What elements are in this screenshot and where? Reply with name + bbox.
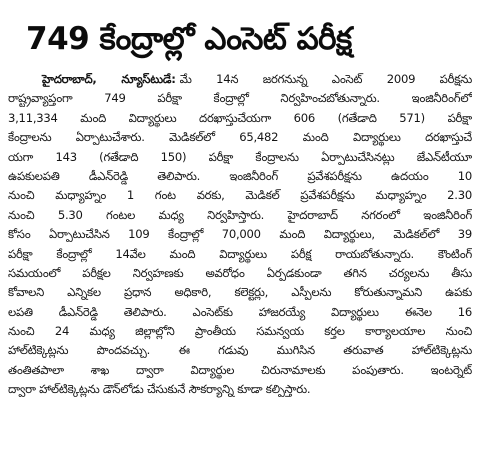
article-line [8, 70, 472, 89]
article-line: లపతి డీఎన్‌రెడ్డి తెలిపారు. ఎంసెట్‌కు హాజరయ్యే విద్యార్థులు ఈనెల 16 [8, 304, 472, 319]
article-line: ద్వారా హాల్‌టిక్కెట్లను డౌన్‌లోడు చేసుకునే సౌకర్యాన్ని కూడా కల్పిస్తారు. [8, 382, 311, 397]
article-line-text: మే 14న జరగనున్న ఎంసెట్ 2009 పరీక్షను [179, 72, 472, 86]
article-line: హాల్‌టిక్కెట్లను పొందవచ్చు. ఈ గడువు ముగిసిన తరువాత హాల్‌టిక్కెట్లను [8, 343, 472, 358]
dateline: హైదరాబాద్, న్యూస్‌టుడే: [42, 72, 176, 86]
article-line: రాష్ట్రవ్యాప్తంగా 749 పరీక్షా కేంద్రాల్లో నిర్వహించబోతున్నారు. ఇంజినీరింగ్‌లో [8, 91, 472, 106]
article-line: కోవాలని ఎన్నికల ప్రధాన అధికారి, కలెక్టర్లు, ఎస్పీలను కోరుతున్నామని ఉపకు [8, 285, 472, 300]
article-line: యగా 143 (గతేడాది 150) పరీక్షా కేంద్రాలను ఏర్పాటుచేసినట్లు జేఎన్‌టీయూ [8, 149, 472, 164]
article-line: నుంచి 24 మధ్య జిల్లాల్లోని ప్రాంతీయ సమన్వయ కర్తల కార్యాలయాల నుంచి [8, 324, 472, 339]
article-line: 3,11,334 మంది విద్యార్థులు దరఖాస్తుచేయగా 606 (గతేడాది 571) పరీక్షా [8, 110, 472, 125]
article-line: ఉపకులపతి డీఎన్‌రెడ్డి తెలిపారు. ఇంజినీరింగ్ ప్రవేశపరీక్షను ఉదయం 10 [8, 168, 472, 183]
article-line: సమయంలో పరీక్షల నిర్వహణకు అవరోధం ఏర్పడకుండా తగిన చర్యలను తీసు [8, 265, 472, 280]
article-line: నుంచి మధ్యాహ్నం 1 గంట వరకు, మెడికల్ ప్రవేశపరీక్షను మధ్యాహ్నం 2.30 [8, 188, 472, 203]
headline: 749 కేంద్రాల్లో ఎంసెట్ పరీక్ష [26, 21, 352, 57]
article-line: తంతితపాలా శాఖ ద్వారా విద్యార్థుల చిరునామాలకు పంపుతారు. ఇంటర్నెట్ [8, 362, 472, 377]
article-line: కోసం ఏర్పాటుచేసిన 109 కేంద్రాల్లో 70,000 మంది విద్యార్థులు, మెడికల్‌లో 39 [8, 227, 472, 242]
article-body [8, 70, 472, 400]
article-line: పరీక్షా కేంద్రాల్లో 14వేల మంది విద్యార్థులు పరీక్ష రాయబోతున్నారు. కౌంటింగ్ [8, 246, 472, 261]
article-line: నుంచి 5.30 గంటల మధ్య నిర్వహిస్తారు. హైదరాబాద్ నగరంలో ఇంజినీరింగ్ [8, 207, 472, 222]
article-line: కేంద్రాలను ఏర్పాటుచేశారు. మెడికల్‌లో 65,482 మంది విద్యార్థులు దరఖాస్తుచే [8, 130, 472, 145]
